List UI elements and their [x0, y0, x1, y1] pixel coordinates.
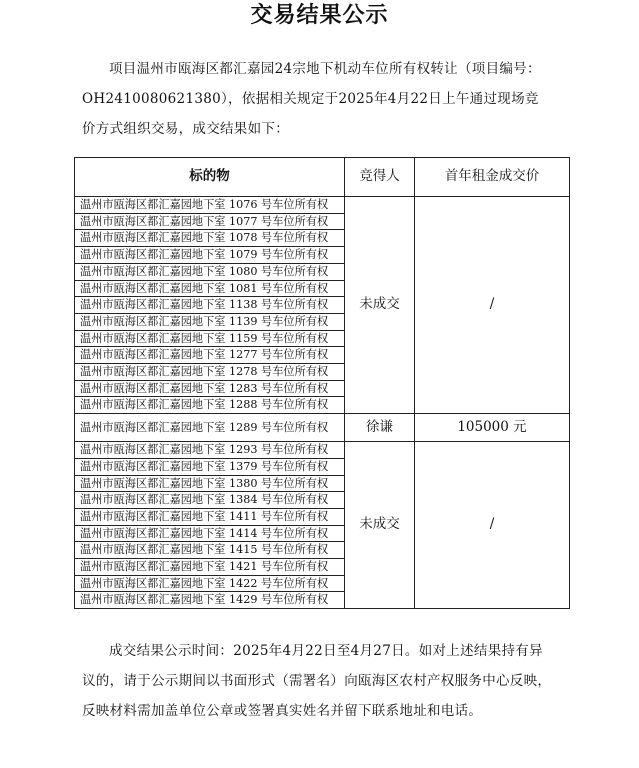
price-cell: / — [415, 442, 570, 609]
subject-cell: 温州市瓯海区都汇嘉园地下室 1278 号车位所有权 — [75, 364, 345, 381]
table-row — [75, 414, 570, 442]
subject-cell: 温州市瓯海区都汇嘉园地下室 1079 号车位所有权 — [75, 247, 345, 264]
subject-cell: 温州市瓯海区都汇嘉园地下室 1293 号车位所有权 — [75, 442, 345, 459]
subject-cell: 温州市瓯海区都汇嘉园地下室 1138 号车位所有权 — [75, 297, 345, 314]
subject-cell: 温州市瓯海区都汇嘉园地下室 1411 号车位所有权 — [75, 508, 345, 525]
winner-cell: 未成交 — [345, 442, 415, 609]
subject-cell: 温州市瓯海区都汇嘉园地下室 1414 号车位所有权 — [75, 525, 345, 542]
subject-cell: 温州市瓯海区都汇嘉园地下室 1080 号车位所有权 — [75, 263, 345, 280]
subject-cell: 温州市瓯海区都汇嘉园地下室 1277 号车位所有权 — [75, 347, 345, 364]
intro-paragraph: 项目温州市瓯海区都汇嘉园24宗地下机动车位所有权转让（项目编号：OH2410080621380），依据相关规定于2025年4月22日上午通过现场竞价方式组织交易，成交结果如下： — [82, 61, 541, 137]
results-table — [74, 157, 570, 609]
table-header-row — [75, 158, 570, 197]
table-row — [75, 442, 570, 459]
subject-cell: 温州市瓯海区都汇嘉园地下室 1159 号车位所有权 — [75, 330, 345, 347]
header-winner: 竞得人 — [345, 158, 415, 197]
price-cell: / — [415, 197, 570, 414]
subject-cell: 温州市瓯海区都汇嘉园地下室 1078 号车位所有权 — [75, 230, 345, 247]
subject-cell: 温州市瓯海区都汇嘉园地下室 1289 号车位所有权 — [75, 414, 345, 442]
subject-cell: 温州市瓯海区都汇嘉园地下室 1283 号车位所有权 — [75, 380, 345, 397]
subject-cell: 温州市瓯海区都汇嘉园地下室 1415 号车位所有权 — [75, 542, 345, 559]
header-subject: 标的物 — [75, 158, 345, 197]
subject-cell: 温州市瓯海区都汇嘉园地下室 1077 号车位所有权 — [75, 213, 345, 230]
subject-cell: 温州市瓯海区都汇嘉园地下室 1384 号车位所有权 — [75, 492, 345, 509]
winner-cell: 徐谦 — [345, 414, 415, 442]
subject-cell: 温州市瓯海区都汇嘉园地下室 1379 号车位所有权 — [75, 458, 345, 475]
subject-cell: 温州市瓯海区都汇嘉园地下室 1380 号车位所有权 — [75, 475, 345, 492]
subject-cell: 温州市瓯海区都汇嘉园地下室 1081 号车位所有权 — [75, 280, 345, 297]
winner-cell: 未成交 — [345, 197, 415, 414]
notice-paragraph: 成交结果公示时间：2025年4月22日至4月27日。如对上述结果持有异议的，请于公示期间以书面形式（需署名）向瓯海区农村产权服务中心反映，反映材料需加盖单位公章或签署真实姓名并留下联系地址和电话。 — [82, 643, 552, 719]
subject-cell: 温州市瓯海区都汇嘉园地下室 1076 号车位所有权 — [75, 197, 345, 214]
header-price: 首年租金成交价 — [415, 158, 570, 197]
subject-cell: 温州市瓯海区都汇嘉园地下室 1422 号车位所有权 — [75, 575, 345, 592]
table-row — [75, 197, 570, 214]
subject-cell: 温州市瓯海区都汇嘉园地下室 1421 号车位所有权 — [75, 559, 345, 576]
subject-cell: 温州市瓯海区都汇嘉园地下室 1288 号车位所有权 — [75, 397, 345, 414]
subject-cell: 温州市瓯海区都汇嘉园地下室 1429 号车位所有权 — [75, 592, 345, 609]
subject-cell: 温州市瓯海区都汇嘉园地下室 1139 号车位所有权 — [75, 313, 345, 330]
price-cell: 105000 元 — [415, 414, 570, 442]
page-title: 交易结果公示 — [250, 3, 389, 28]
